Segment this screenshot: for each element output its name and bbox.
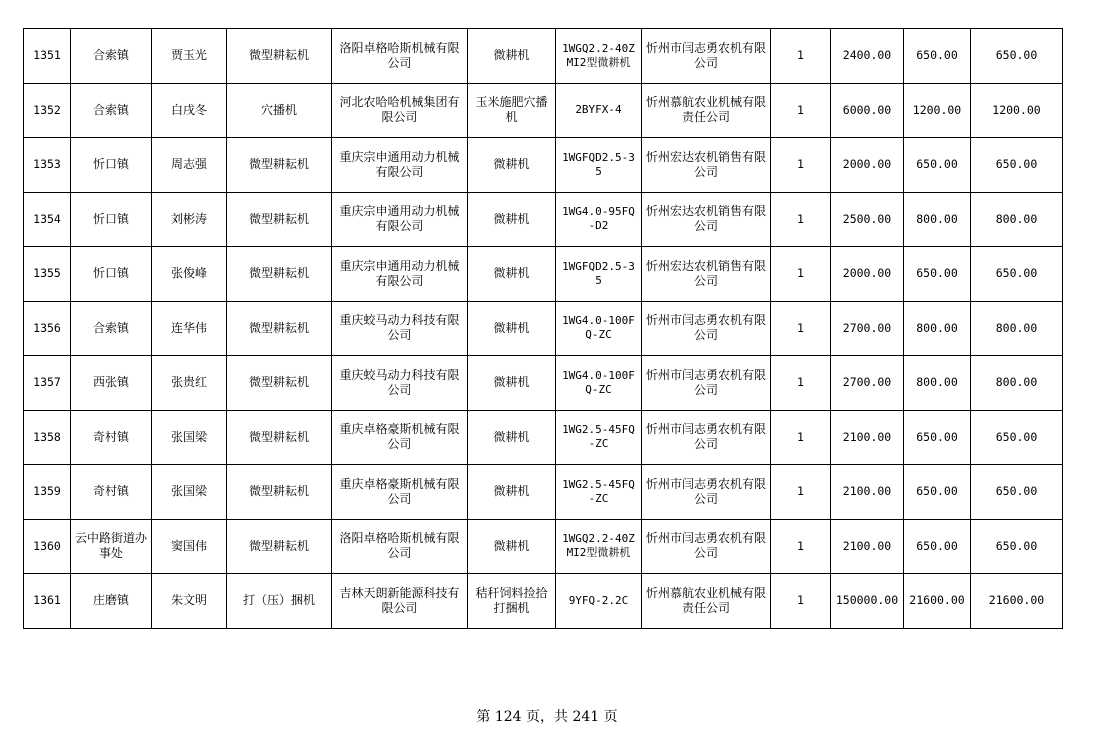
cell-buyer-name: 窦国伟 [152, 519, 227, 574]
cell-product-name: 微耕机 [468, 301, 556, 356]
cell-product-name: 玉米施肥穴播机 [468, 83, 556, 138]
cell-model: 1WGQ2.2-40ZMI2型微耕机 [556, 29, 642, 84]
cell-buyer-name: 张贵红 [152, 356, 227, 411]
cell-unit-subsidy: 800.00 [904, 192, 971, 247]
cell-unit-subsidy: 650.00 [904, 247, 971, 302]
cell-serial-number: 1359 [24, 465, 71, 520]
cell-unit-subsidy: 800.00 [904, 301, 971, 356]
cell-manufacturer: 洛阳卓格哈斯机械有限公司 [332, 29, 468, 84]
cell-sale-price: 2000.00 [831, 138, 904, 193]
cell-quantity: 1 [771, 192, 831, 247]
cell-unit-subsidy: 650.00 [904, 29, 971, 84]
cell-sale-price: 2700.00 [831, 301, 904, 356]
cell-town: 庄磨镇 [71, 574, 152, 629]
cell-town: 忻口镇 [71, 192, 152, 247]
cell-dealer: 忻州宏达农机销售有限公司 [642, 138, 771, 193]
cell-buyer-name: 张俊峰 [152, 247, 227, 302]
cell-buyer-name: 白戌冬 [152, 83, 227, 138]
cell-serial-number: 1361 [24, 574, 71, 629]
cell-serial-number: 1353 [24, 138, 71, 193]
cell-model: 1WG2.5-45FQ-ZC [556, 465, 642, 520]
cell-serial-number: 1360 [24, 519, 71, 574]
cell-town: 合索镇 [71, 301, 152, 356]
cell-model: 1WGFQD2.5-35 [556, 247, 642, 302]
cell-quantity: 1 [771, 29, 831, 84]
table-row [24, 138, 1063, 193]
cell-buyer-name: 朱文明 [152, 574, 227, 629]
cell-unit-subsidy: 1200.00 [904, 83, 971, 138]
cell-sale-price: 150000.00 [831, 574, 904, 629]
cell-total-subsidy: 1200.00 [971, 83, 1063, 138]
cell-dealer: 忻州市闫志勇农机有限公司 [642, 465, 771, 520]
cell-manufacturer: 重庆卓格豪斯机械有限公司 [332, 410, 468, 465]
cell-quantity: 1 [771, 574, 831, 629]
cell-product-name: 微耕机 [468, 192, 556, 247]
cell-town: 西张镇 [71, 356, 152, 411]
cell-quantity: 1 [771, 301, 831, 356]
cell-sale-price: 2400.00 [831, 29, 904, 84]
cell-town: 忻口镇 [71, 247, 152, 302]
cell-model: 9YFQ-2.2C [556, 574, 642, 629]
cell-total-subsidy: 800.00 [971, 192, 1063, 247]
cell-manufacturer: 吉林天朗新能源科技有限公司 [332, 574, 468, 629]
table-row [24, 301, 1063, 356]
cell-total-subsidy: 650.00 [971, 29, 1063, 84]
subsidy-table [23, 28, 1063, 629]
cell-town: 合索镇 [71, 83, 152, 138]
cell-total-subsidy: 21600.00 [971, 574, 1063, 629]
cell-buyer-name: 张国梁 [152, 465, 227, 520]
cell-quantity: 1 [771, 410, 831, 465]
cell-total-subsidy: 650.00 [971, 519, 1063, 574]
cell-manufacturer: 河北农哈哈机械集团有限公司 [332, 83, 468, 138]
cell-machine-category: 微型耕耘机 [227, 301, 332, 356]
cell-machine-category: 微型耕耘机 [227, 356, 332, 411]
cell-town: 云中路街道办事处 [71, 519, 152, 574]
table-row [24, 519, 1063, 574]
cell-sale-price: 2100.00 [831, 465, 904, 520]
cell-sale-price: 2000.00 [831, 247, 904, 302]
cell-machine-category: 打（压）捆机 [227, 574, 332, 629]
cell-manufacturer: 重庆卓格豪斯机械有限公司 [332, 465, 468, 520]
cell-total-subsidy: 650.00 [971, 410, 1063, 465]
cell-serial-number: 1357 [24, 356, 71, 411]
cell-town: 奇村镇 [71, 410, 152, 465]
cell-serial-number: 1358 [24, 410, 71, 465]
cell-manufacturer: 重庆宗申通用动力机械有限公司 [332, 247, 468, 302]
cell-dealer: 忻州市闫志勇农机有限公司 [642, 356, 771, 411]
cell-total-subsidy: 800.00 [971, 356, 1063, 411]
cell-quantity: 1 [771, 83, 831, 138]
cell-town: 奇村镇 [71, 465, 152, 520]
cell-machine-category: 微型耕耘机 [227, 465, 332, 520]
cell-unit-subsidy: 650.00 [904, 465, 971, 520]
cell-town: 忻口镇 [71, 138, 152, 193]
cell-quantity: 1 [771, 247, 831, 302]
cell-machine-category: 穴播机 [227, 83, 332, 138]
cell-product-name: 微耕机 [468, 29, 556, 84]
table-row [24, 574, 1063, 629]
table-row [24, 356, 1063, 411]
cell-buyer-name: 周志强 [152, 138, 227, 193]
cell-product-name: 秸秆饲料捡拾打捆机 [468, 574, 556, 629]
cell-dealer: 忻州市闫志勇农机有限公司 [642, 519, 771, 574]
cell-machine-category: 微型耕耘机 [227, 410, 332, 465]
cell-quantity: 1 [771, 519, 831, 574]
cell-dealer: 忻州市闫志勇农机有限公司 [642, 29, 771, 84]
cell-unit-subsidy: 650.00 [904, 519, 971, 574]
cell-machine-category: 微型耕耘机 [227, 519, 332, 574]
table-row [24, 465, 1063, 520]
cell-model: 1WG4.0-100FQ-ZC [556, 356, 642, 411]
cell-product-name: 微耕机 [468, 138, 556, 193]
cell-quantity: 1 [771, 465, 831, 520]
cell-model: 1WG2.5-45FQ-ZC [556, 410, 642, 465]
cell-model: 1WGFQD2.5-35 [556, 138, 642, 193]
cell-product-name: 微耕机 [468, 356, 556, 411]
cell-machine-category: 微型耕耘机 [227, 29, 332, 84]
cell-dealer: 忻州市闫志勇农机有限公司 [642, 410, 771, 465]
cell-manufacturer: 重庆宗申通用动力机械有限公司 [332, 192, 468, 247]
table-row [24, 247, 1063, 302]
cell-quantity: 1 [771, 138, 831, 193]
cell-serial-number: 1352 [24, 83, 71, 138]
cell-manufacturer: 重庆蛟马动力科技有限公司 [332, 301, 468, 356]
cell-buyer-name: 连华伟 [152, 301, 227, 356]
cell-sale-price: 6000.00 [831, 83, 904, 138]
cell-sale-price: 2500.00 [831, 192, 904, 247]
cell-manufacturer: 洛阳卓格哈斯机械有限公司 [332, 519, 468, 574]
cell-unit-subsidy: 650.00 [904, 410, 971, 465]
cell-total-subsidy: 650.00 [971, 247, 1063, 302]
cell-dealer: 忻州市闫志勇农机有限公司 [642, 301, 771, 356]
page-number: 第 124 页，共 241 页 [476, 709, 618, 725]
table-row [24, 29, 1063, 84]
table-row [24, 83, 1063, 138]
cell-product-name: 微耕机 [468, 247, 556, 302]
cell-sale-price: 2700.00 [831, 356, 904, 411]
table-row [24, 410, 1063, 465]
cell-serial-number: 1354 [24, 192, 71, 247]
cell-product-name: 微耕机 [468, 519, 556, 574]
cell-dealer: 忻州宏达农机销售有限公司 [642, 247, 771, 302]
cell-model: 1WG4.0-95FQ-D2 [556, 192, 642, 247]
cell-buyer-name: 张国梁 [152, 410, 227, 465]
cell-unit-subsidy: 21600.00 [904, 574, 971, 629]
cell-machine-category: 微型耕耘机 [227, 192, 332, 247]
cell-manufacturer: 重庆宗申通用动力机械有限公司 [332, 138, 468, 193]
cell-model: 1WGQ2.2-40ZMI2型微耕机 [556, 519, 642, 574]
cell-town: 合索镇 [71, 29, 152, 84]
table-body [24, 29, 1063, 629]
cell-machine-category: 微型耕耘机 [227, 247, 332, 302]
table-row [24, 192, 1063, 247]
cell-buyer-name: 贾玉光 [152, 29, 227, 84]
cell-sale-price: 2100.00 [831, 519, 904, 574]
cell-dealer: 忻州宏达农机销售有限公司 [642, 192, 771, 247]
cell-sale-price: 2100.00 [831, 410, 904, 465]
cell-manufacturer: 重庆蛟马动力科技有限公司 [332, 356, 468, 411]
cell-total-subsidy: 650.00 [971, 465, 1063, 520]
cell-dealer: 忻州慕航农业机械有限责任公司 [642, 83, 771, 138]
cell-total-subsidy: 650.00 [971, 138, 1063, 193]
cell-product-name: 微耕机 [468, 410, 556, 465]
cell-unit-subsidy: 800.00 [904, 356, 971, 411]
cell-serial-number: 1351 [24, 29, 71, 84]
cell-product-name: 微耕机 [468, 465, 556, 520]
cell-unit-subsidy: 650.00 [904, 138, 971, 193]
cell-total-subsidy: 800.00 [971, 301, 1063, 356]
cell-buyer-name: 刘彬涛 [152, 192, 227, 247]
cell-serial-number: 1355 [24, 247, 71, 302]
cell-dealer: 忻州慕航农业机械有限责任公司 [642, 574, 771, 629]
cell-quantity: 1 [771, 356, 831, 411]
cell-machine-category: 微型耕耘机 [227, 138, 332, 193]
cell-serial-number: 1356 [24, 301, 71, 356]
cell-model: 2BYFX-4 [556, 83, 642, 138]
cell-model: 1WG4.0-100FQ-ZC [556, 301, 642, 356]
